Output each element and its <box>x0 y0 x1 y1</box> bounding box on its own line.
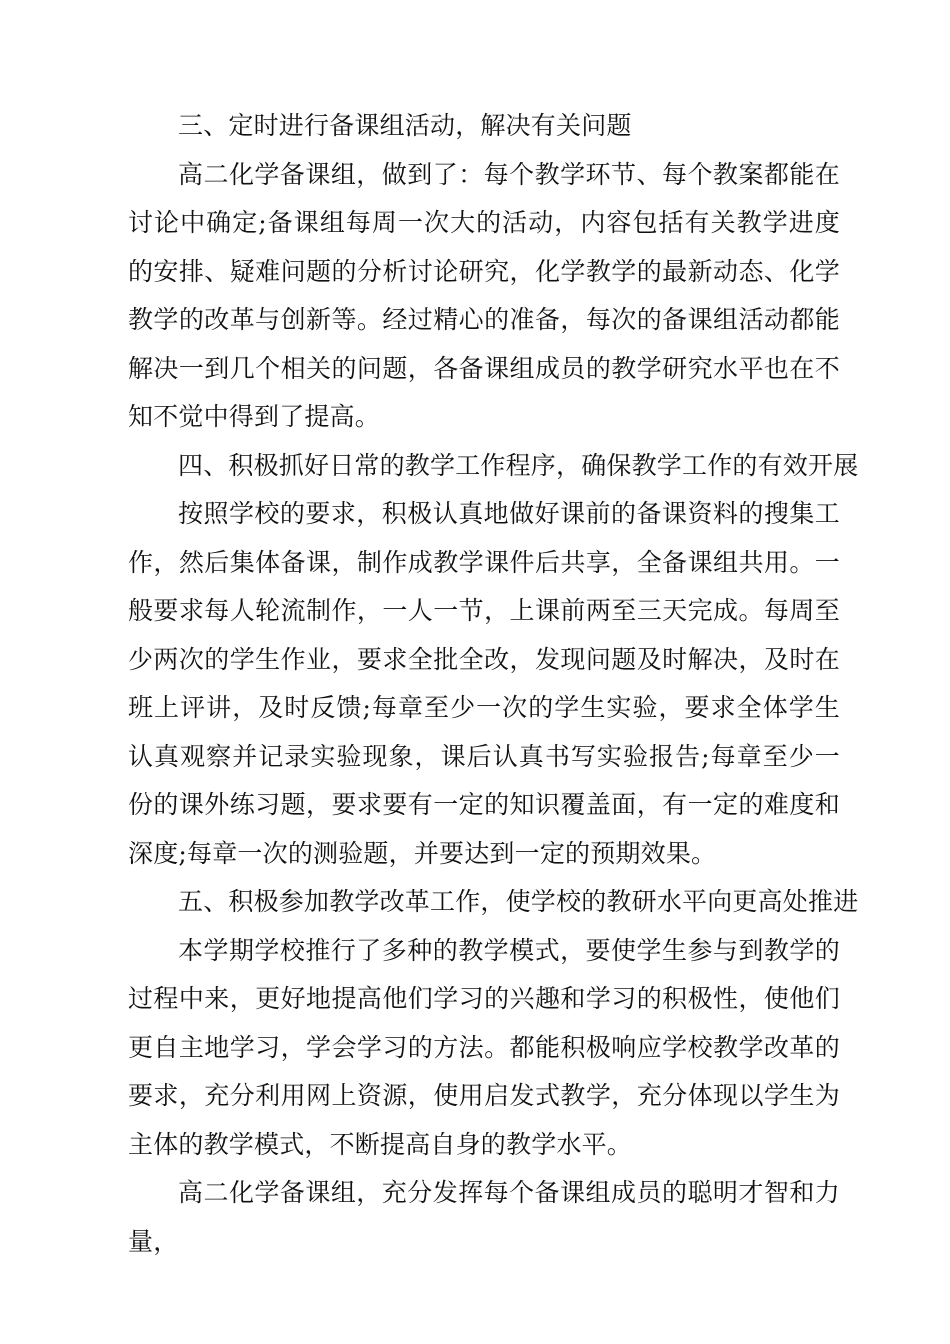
section-3-paragraph-1: 高二化学备课组，做到了：每个教学环节、每个教案都能在讨论中确定;备课组每周一次大的活动，内容包括有关教学进度的安排、疑难问题的分析讨论研究，化学教学的最新动态、化学教学的改革与创新等。经过精心的准备，每次的备课组活动都能解决一到几个相关的问题，各备课组成员的教学研究水平也在不知不觉中得到了提高。 <box>128 159 840 431</box>
section-5-paragraph-2: 高二化学备课组，充分发挥每个备课组成员的聪明才智和力量， <box>128 1178 840 1256</box>
section-5-paragraph-1: 本学期学校推行了多种的教学模式，要使学生参与到教学的过程中来，更好地提高他们学习的兴趣和学习的积极性，使他们更自主地学习，学会学习的方法。都能积极响应学校教学改革的要求，充分利用网上资源，使用启发式教学，充分体现以学生为主体的教学模式，不断提高自身的教学水平。 <box>128 935 840 1159</box>
section-4-paragraph-1: 按照学校的要求，积极认真地做好课前的备课资料的搜集工作，然后集体备课，制作成教学课件后共享，全备课组共用。一般要求每人轮流制作，一人一节，上课前两至三天完成。每周至少两次的学生作业，要求全批全改，发现问题及时解决，及时在班上评讲，及时反馈;每章至少一次的学生实验，要求全体学生认真观察并记录实验现象，课后认真书写实验报告;每章至少一份的课外练习题，要求要有一定的知识覆盖面，有一定的难度和深度;每章一次的测验题，并要达到一定的预期效果。 <box>128 499 840 868</box>
document-body <box>128 102 859 1266</box>
section-heading-5: 五、积极参加教学改革工作，使学校的教研水平向更高处推进 <box>178 887 859 916</box>
section-heading-4: 四、积极抓好日常的教学工作程序，确保教学工作的有效开展 <box>178 450 859 480</box>
section-heading-3: 三、定时进行备课组活动，解决有关问题 <box>178 111 632 140</box>
